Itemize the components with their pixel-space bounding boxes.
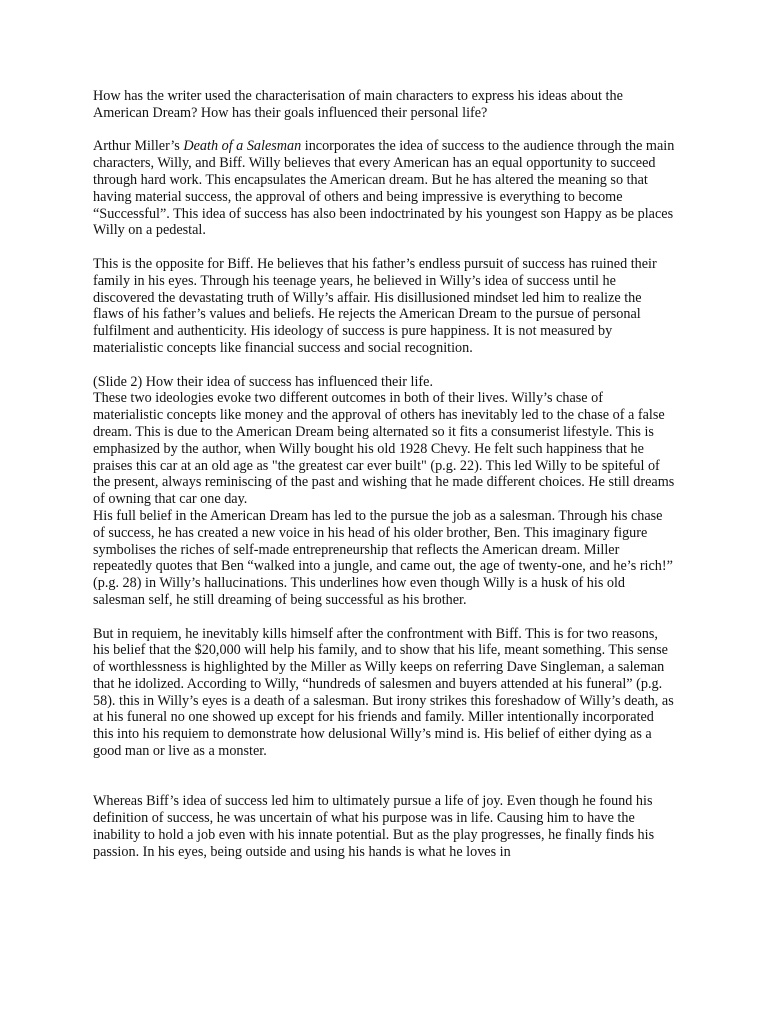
paragraph-gap xyxy=(93,357,675,374)
paragraph-requiem: But in requiem, he inevitably kills himself after the confrontment with Biff. This is for two reasons, his belief that the $20,000 will help his family, and to show that his life, meant something. This sense of worthlessness is highlighted by the Miller as Willy keeps on referring Dave Singleman, a saleman that he idolized. According to Willy, “hundreds of salesmen and buyers attended at his funeral” (p.g. 58). this in Willy’s eyes is a death of a salesman. But irony strikes this foreshadow of Willy’s death, as at his funeral no one showed up except for his friends and family. Miller intentionally incorporated this into his requiem to demonstrate how delusional Willy’s mind is. His belief of either dying as a good man or live as a monster. xyxy=(93,625,674,760)
paragraph-intro xyxy=(93,138,675,239)
essay-question: How has the writer used the characterisation of main characters to express his ideas about the American Dream? How has their goals influenced their personal life? xyxy=(93,88,623,121)
paragraph-salesman: His full belief in the American Dream has led to the pursue the job as a salesman. Through his chase of success, he has created a new voice in his head of his older brother, Ben. This imaginary figure symbolises the riches of self-made entrepreneurship that reflects the American dream. Miller repeatedly quotes that Ben “walked into a jungle, and came out, the age of twenty-one, and he’s rich!” (p.g. 28) in Willy’s hallucinations. This underlines how even though Willy is a husk of his old salesman self, he still dreaming of being successful as his brother. xyxy=(93,507,673,608)
document-page xyxy=(93,88,675,861)
paragraph-biff-joy: Whereas Biff’s idea of success led him to ultimately pursue a life of joy. Even though he found his definition of success, he was uncertain of what his purpose was in life. Causing him to have the inability to hold a job even with his innate potential. But as the play progresses, he finally finds his passion. In his eyes, being outside and using his hands is what he loves in xyxy=(93,793,655,860)
paragraph-gap xyxy=(93,122,675,139)
paragraph-gap xyxy=(93,609,675,626)
intro-body: incorporates the idea of success to the audience through the main characters, Willy, and Biff. Willy believes that every American has an equal opportunity to succeed through hard work. This encapsulates the American dream. But he has altered the meaning so that having material success, the approval of others and being impressive is everything to become “Successful”. This idea of success has also been indoctrinated by his youngest son Happy as be places Willy on a pedestal. xyxy=(93,138,675,239)
intro-lead: Arthur Miller’s xyxy=(93,138,184,155)
paragraph-gap xyxy=(93,760,675,794)
play-title: Death of a Salesman xyxy=(183,138,302,155)
slide-heading: (Slide 2) How their idea of success has influenced their life. xyxy=(93,373,433,390)
paragraph-ideologies: These two ideologies evoke two different outcomes in both of their lives. Willy’s chase of materialistic concepts like money and the approval of others has inevitably led to the chase of a false dream. This is due to the American Dream being alternated so it fits a consumerist lifestyle. This is emphasized by the author, when Willy bought his old 1928 Chevy. He felt such happiness that he praises this car at an old age as "the greatest car ever built" (p.g. 22). This led Willy to be spiteful of the present, always reminiscing of the past and wishing that he made different choices. He still dreams of owning that car one day. xyxy=(93,390,675,508)
paragraph-biff: This is the opposite for Biff. He believes that his father’s endless pursuit of success has ruined their family in his eyes. Through his teenage years, he believed in Willy’s idea of success until he discovered the devastating truth of Willy’s affair. His disillusioned mindset led him to realize the flaws of his father’s values and beliefs. He rejects the American Dream to the pursue of personal fulfilment and authenticity. His ideology of success is pure happiness. It is not measured by materialistic concepts like financial success and social recognition. xyxy=(93,255,657,356)
paragraph-gap xyxy=(93,239,675,256)
